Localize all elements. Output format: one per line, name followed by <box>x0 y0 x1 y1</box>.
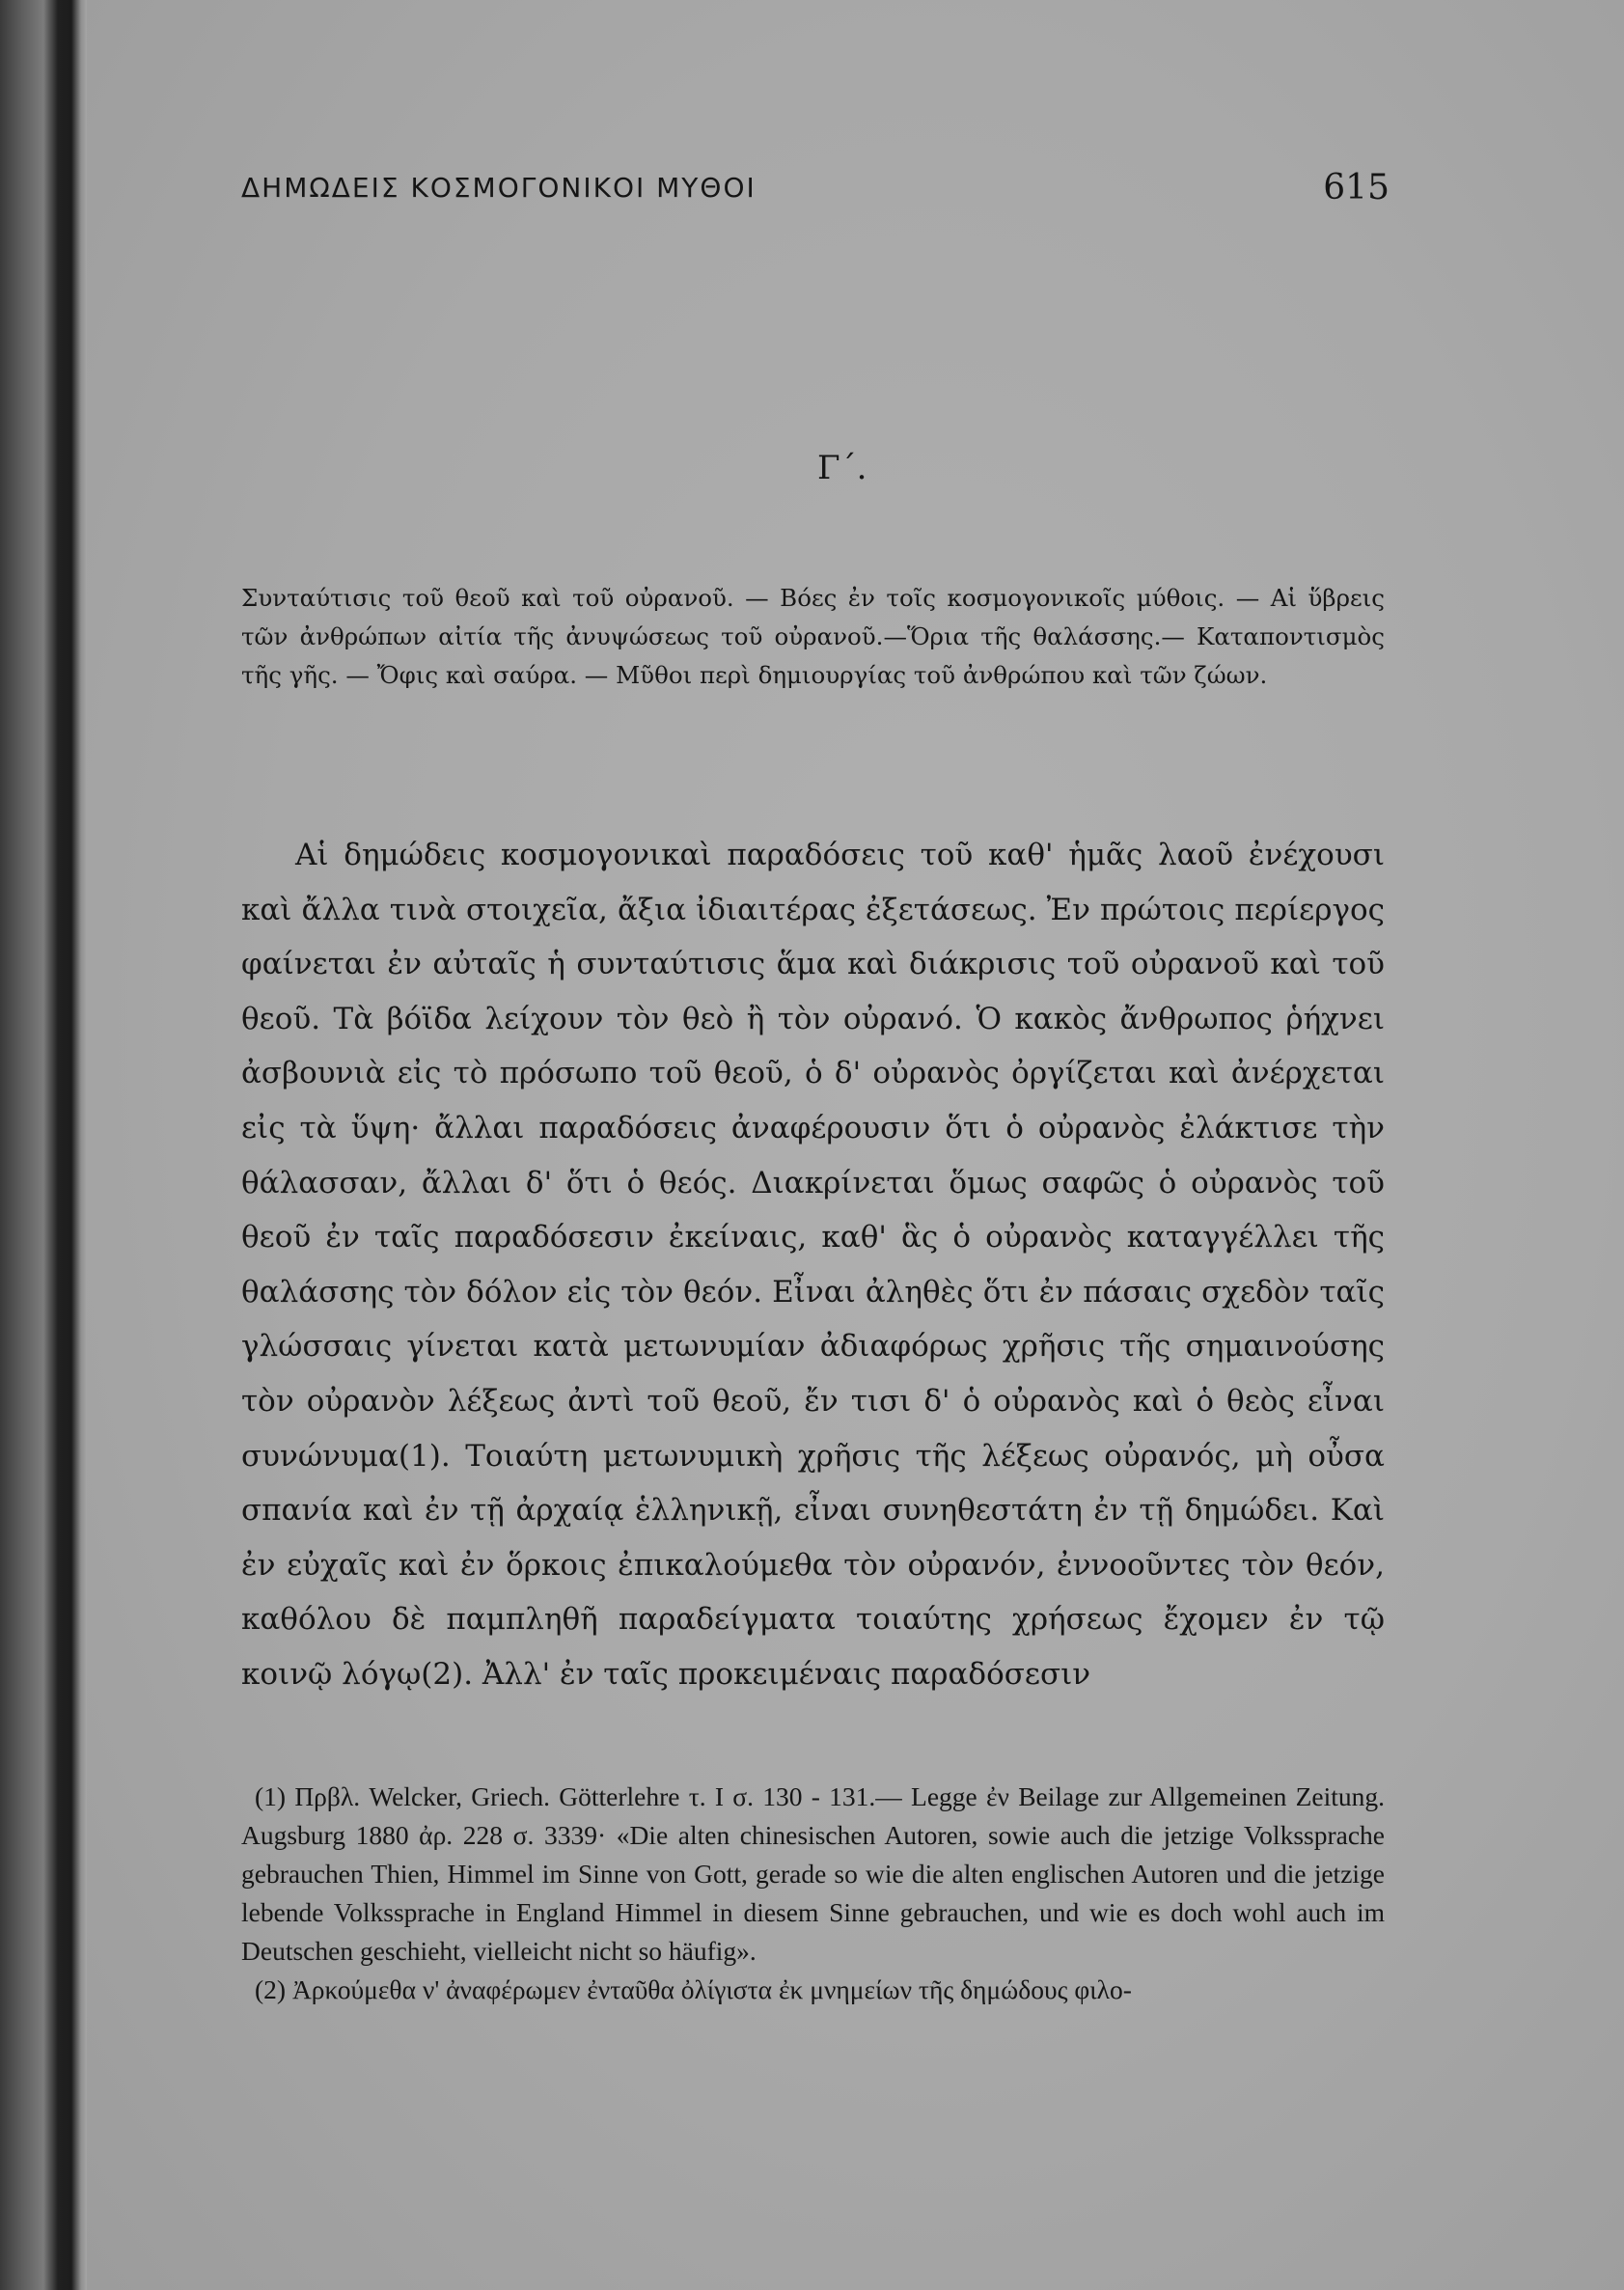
footnote-1: (1) Πρβλ. Welcker, Griech. Götterlehre τ. I σ. 130 - 131.— Legge ἐν Beilage zur Allgemeinen Zeitung. Augsburg 1880 ἀρ. 228 σ. 3339· «Die alten chinesischen Autoren, sowie auch die jetzige Volkssprache gebrauchen Thien, Himmel im Sinne von Gott, gerade so wie die alten englischen Autoren und die jetzige lebende Volkssprache in England Himmel in diesem Sinne gebrauchen, und wie es doch wohl auch im Deutschen geschieht, vielleicht nicht so häufig». <box>241 1781 1385 1966</box>
page-header <box>241 168 1390 222</box>
body-paragraph: Αἱ δημώδεις κοσμογονικαὶ παραδόσεις τοῦ καθ' ἡμᾶς λαοῦ ἐνέχουσι καὶ ἄλλα τινὰ στοιχεῖα, ἄξια ἰδιαιτέρας ἐξετάσεως. Ἐν πρώτοις περίεργος φαίνεται ἐν αὐταῖς ἡ συνταύτισις ἅμα καὶ διάκρισις τοῦ οὐρανοῦ καὶ τοῦ θεοῦ. Τὰ βόϊδα λείχουν τὸν θεὸ ἢ τὸν οὐρανό. Ὁ κακὸς ἄνθρωπος ῥήχνει ἀσβουνιὰ εἰς τὸ πρόσωπο τοῦ θεοῦ, ὁ δ' οὐρανὸς ὀργίζεται καὶ ἀνέρχεται εἰς τὰ ὕψη· ἄλλαι παραδόσεις ἀναφέρουσιν ὅτι ὁ οὐρανὸς ἐλάκτισε τὴν θάλασσαν, ἄλλαι δ' ὅτι ὁ θεός. Διακρίνεται ὅμως σαφῶς ὁ οὐρανὸς τοῦ θεοῦ ἐν ταῖς παραδόσεσιν ἐκείναις, καθ' ἃς ὁ οὐρανὸς καταγγέλλει τῆς θαλάσσης τὸν δόλον εἰς τὸν θεόν. Εἶναι ἀληθὲς ὅτι ἐν πάσαις σχεδὸν ταῖς γλώσσαις γίνεται κατὰ μετωνυμίαν ἀδιαφόρως χρῆσις τῆς σημαινούσης τὸν οὐρανὸν λέξεως ἀντὶ τοῦ θεοῦ, ἔν τισι δ' ὁ οὐρανὸς καὶ ὁ θεὸς εἶναι συνώνυμα(1). Τοιαύτη μετωνυμικὴ χρῆσις τῆς λέξεως οὐρανός, μὴ οὖσα σπανία καὶ ἐν τῇ ἀρχαίᾳ ἑλληνικῇ, εἶναι συνηθεστάτη ἐν τῇ δημώδει. Καὶ ἐν εὐχαῖς καὶ ἐν ὅρκοις ἐπικαλούμεθα τὸν οὐρανόν, ἐννοοῦντες τὸν θεόν, καθόλου δὲ παμπληθῆ παραδείγματα τοιαύτης χρήσεως ἔχομεν ἐν τῷ κοινῷ λόγῳ(2). Ἀλλ' ἐν ταῖς προκειμέναις παραδόσεσιν <box>241 838 1385 1692</box>
page-number: 615 <box>1323 168 1390 207</box>
chapter-summary: Συνταύτισις τοῦ θεοῦ καὶ τοῦ οὐρανοῦ. — Βόες ἐν τοῖς κοσμογονικοῖς μύθοις. — Αἱ ὕβρεις τῶν ἀνθρώπων αἰτία τῆς ἀνυψώσεως τοῦ οὐρανοῦ.—Ὅρια τῆς θαλάσσης.— Καταποντισμὸς τῆς γῆς. — Ὄφις καὶ σαύρα. — Μῦθοι περὶ δημιουργίας τοῦ ἀνθρώπου καὶ τῶν ζώων. <box>241 584 1385 689</box>
running-title: ΔΗΜΩΔΕΙΣ ΚΟΣΜΟΓΟΝΙΚΟΙ ΜΥΘΟΙ <box>241 172 757 204</box>
footnotes <box>241 1778 1385 2009</box>
section-heading: Γ΄. <box>817 449 867 487</box>
footnote-2: (2) Ἀρκούμεθα ν' ἀναφέρωμεν ἐνταῦθα ὀλίγιστα ἐκ μνημείων τῆς δημώδους φιλο- <box>255 1974 1132 2004</box>
book-spine-shadow <box>0 0 87 2290</box>
